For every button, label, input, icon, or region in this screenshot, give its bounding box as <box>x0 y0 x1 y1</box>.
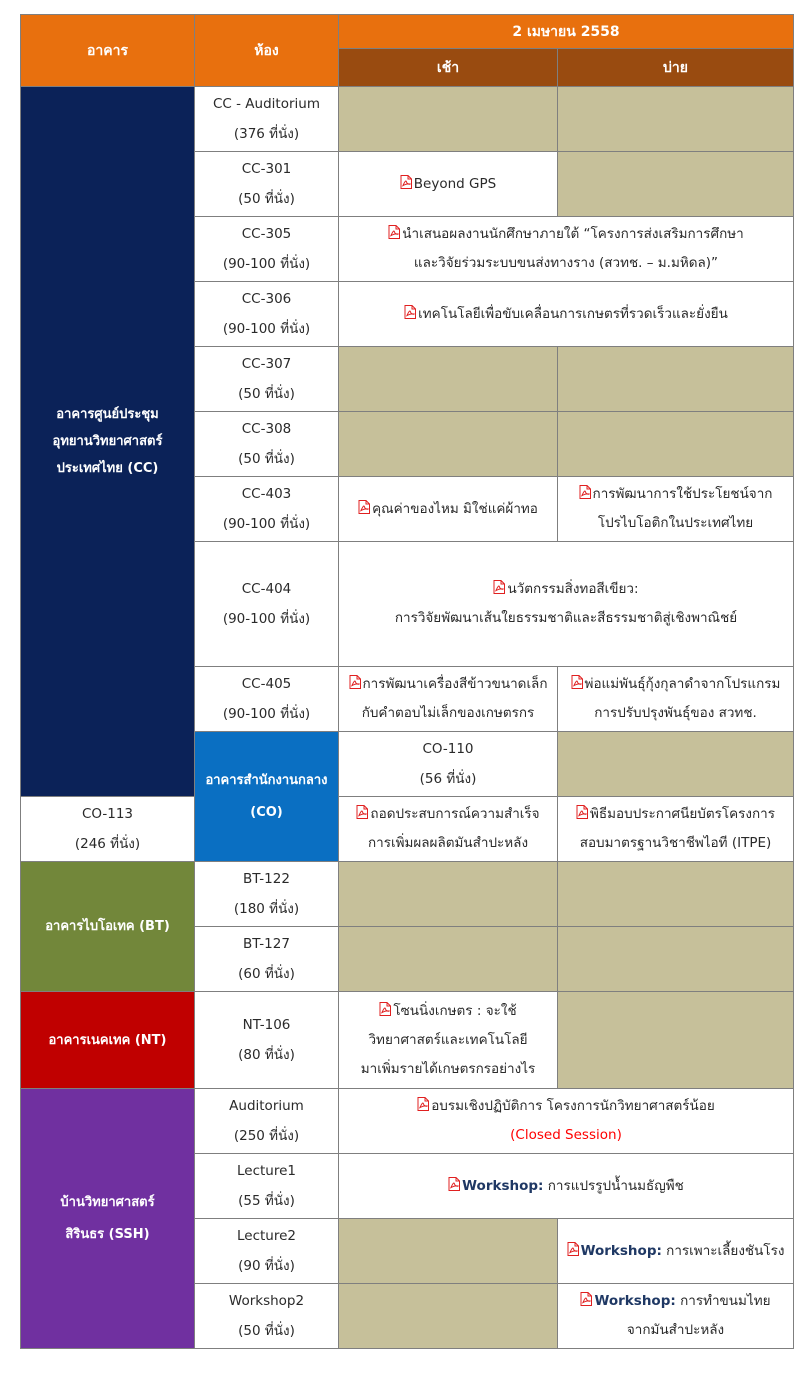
header-building: อาคาร <box>21 15 195 87</box>
building-cc-line3: ประเทศไทย (CC) <box>56 461 159 476</box>
room-capacity: (90 ที่นั่ง) <box>238 1258 295 1274</box>
room-capacity: (50 ที่นั่ง) <box>238 191 295 207</box>
event-title[interactable]: โซนนิ่งเกษตร : จะใช้ <box>393 1002 517 1019</box>
event-cc-301-morning[interactable] <box>339 152 558 217</box>
event-title-line2[interactable]: การปรับปรุงพันธุ์ของ สวทช. <box>594 705 757 721</box>
room-capacity: (60 ที่นั่ง) <box>238 966 295 982</box>
building-co <box>195 732 339 862</box>
room-cc-auditorium <box>195 87 339 152</box>
room-name: CO-113 <box>81 806 134 822</box>
room-co-113 <box>21 797 195 862</box>
room-name: BT-122 <box>243 871 290 887</box>
closed-session-label: (Closed Session) <box>510 1127 622 1143</box>
event-title[interactable]: การพัฒนาการใช้ประโยชน์จาก <box>592 486 773 502</box>
workshop-label[interactable]: Workshop: <box>462 1177 544 1194</box>
event-nt-106-morning[interactable] <box>339 992 558 1089</box>
room-name: CO-110 <box>422 741 474 757</box>
event-title[interactable]: การพัฒนาเครื่องสีข้าวขนาดเล็ก <box>362 676 548 692</box>
event-ssh-lecture1[interactable] <box>339 1154 794 1219</box>
room-cc-403 <box>195 477 339 542</box>
pdf-icon[interactable] <box>358 500 370 514</box>
event-co-113-morning[interactable] <box>339 797 558 862</box>
empty-slot <box>558 347 794 412</box>
empty-slot <box>558 992 794 1089</box>
room-bt-122 <box>195 862 339 927</box>
room-name: NT-106 <box>242 1017 291 1033</box>
pdf-icon[interactable] <box>448 1177 460 1191</box>
event-cc-403-morning[interactable] <box>339 477 558 542</box>
room-name: Lecture1 <box>236 1163 296 1179</box>
room-name: CC-403 <box>241 486 292 502</box>
room-name: CC-307 <box>241 356 292 372</box>
event-title-line2[interactable]: วิทยาศาสตร์และเทคโนโลยี <box>368 1031 528 1048</box>
pdf-icon[interactable] <box>388 225 400 239</box>
building-co-line1: อาคารสำนักงานกลาง <box>205 772 328 788</box>
room-name: Lecture2 <box>236 1228 296 1244</box>
empty-slot <box>339 87 558 152</box>
room-capacity: (50 ที่นั่ง) <box>238 386 295 402</box>
room-cc-307 <box>195 347 339 412</box>
header-date: 2 เมษายน 2558 <box>339 15 794 49</box>
header-morning: เช้า <box>339 49 558 87</box>
room-cc-404 <box>195 542 339 667</box>
event-ssh-workshop2-afternoon[interactable] <box>558 1284 794 1349</box>
room-capacity: (246 ที่นั่ง) <box>74 836 141 852</box>
room-capacity: (90-100 ที่นั่ง) <box>222 611 311 627</box>
room-cc-308 <box>195 412 339 477</box>
event-cc-403-afternoon[interactable] <box>558 477 794 542</box>
pdf-icon[interactable] <box>349 675 361 689</box>
room-bt-127 <box>195 927 339 992</box>
event-title-line2[interactable]: จากมันสำปะหลัง <box>626 1322 725 1338</box>
event-title[interactable]: พิธีมอบประกาศนียบัตรโครงการ <box>590 806 775 822</box>
event-title-line2[interactable]: สอบมาตรฐานวิชาชีพไอที (ITPE) <box>579 835 772 851</box>
building-cc-line1: อาคารศูนย์ประชุม <box>56 407 159 422</box>
room-name: CC-405 <box>241 676 292 692</box>
event-cc-405-morning[interactable] <box>339 667 558 732</box>
empty-slot <box>339 927 558 992</box>
pdf-icon[interactable] <box>580 1292 592 1306</box>
room-name: Workshop2 <box>228 1293 305 1309</box>
room-name: CC-301 <box>241 161 292 177</box>
building-nt <box>21 992 195 1089</box>
room-name: CC-404 <box>241 581 292 597</box>
room-capacity: (90-100 ที่นั่ง) <box>222 706 311 722</box>
empty-slot <box>558 927 794 992</box>
event-title[interactable]: นวัตกรรมสิ่งทอสีเขียว: <box>507 581 639 597</box>
pdf-icon[interactable] <box>379 1002 391 1016</box>
room-capacity: (90-100 ที่นั่ง) <box>222 321 311 337</box>
room-capacity: (90-100 ที่นั่ง) <box>222 256 311 272</box>
event-title[interactable]: เทคโนโลยีเพื่อขับเคลื่อนการเกษตรที่รวดเร็วและยั่งยืน <box>418 305 728 322</box>
event-title-line2[interactable]: โปรไบโอติกในประเทศไทย <box>597 515 754 531</box>
room-cc-306 <box>195 282 339 347</box>
event-cc-405-afternoon[interactable] <box>558 667 794 732</box>
event-cc-306[interactable] <box>339 282 794 347</box>
pdf-icon[interactable] <box>493 580 505 594</box>
empty-slot <box>339 1219 558 1284</box>
room-capacity: (80 ที่นั่ง) <box>238 1047 295 1063</box>
room-cc-305 <box>195 217 339 282</box>
room-ssh-lecture2 <box>195 1219 339 1284</box>
room-capacity: (50 ที่นั่ง) <box>238 451 295 467</box>
empty-slot <box>558 152 794 217</box>
schedule-table <box>20 14 794 1349</box>
building-nt-line1: อาคารเนคเทค (NT) <box>48 1032 167 1048</box>
event-cc-305[interactable] <box>339 217 794 282</box>
pdf-icon[interactable] <box>567 1242 579 1256</box>
event-title-line2[interactable]: การวิจัยพัฒนาเส้นใยธรรมชาติและสีธรรมชาติสู่เชิงพาณิชย์ <box>394 610 738 626</box>
empty-slot <box>558 732 794 797</box>
building-cc <box>21 87 195 797</box>
room-name: CC-305 <box>241 226 292 242</box>
empty-slot <box>339 347 558 412</box>
event-title[interactable]: พ่อแม่พันธุ์กุ้งกุลาดำจากโปรแกรม <box>584 676 781 692</box>
event-title[interactable]: นำเสนอผลงานนักศึกษาภายใต้ “โครงการส่งเสริมการศึกษา <box>402 226 744 242</box>
room-capacity: (56 ที่นั่ง) <box>419 771 477 787</box>
workshop-label[interactable]: Workshop: <box>580 1242 662 1259</box>
room-name: CC-306 <box>241 291 292 307</box>
workshop-label[interactable]: Workshop: <box>594 1293 676 1309</box>
room-ssh-lecture1 <box>195 1154 339 1219</box>
event-title-line2[interactable]: กับคำตอบไม่เล็กของเกษตรกร <box>361 705 535 721</box>
event-title[interactable]: การทำขนมไทย <box>675 1293 771 1309</box>
event-title-line2[interactable]: การเพิ่มผลผลิตมันสำปะหลัง <box>367 835 529 851</box>
building-co-line2: (CO) <box>250 804 283 820</box>
event-ssh-auditorium[interactable] <box>339 1089 794 1154</box>
header-afternoon: บ่าย <box>558 49 794 87</box>
empty-slot <box>339 1284 558 1349</box>
event-title[interactable]: การเพาะเลี้ยงชันโรง <box>661 1242 785 1259</box>
empty-slot <box>339 862 558 927</box>
room-name: Auditorium <box>229 1098 304 1114</box>
header-room: ห้อง <box>195 15 339 87</box>
building-ssh-line1: บ้านวิทยาศาสตร์ <box>60 1194 155 1210</box>
room-name: BT-127 <box>243 936 290 952</box>
building-cc-line2: อุทยานวิทยาศาสตร์ <box>52 434 163 449</box>
event-cc-404[interactable] <box>339 542 794 667</box>
room-cc-405 <box>195 667 339 732</box>
room-co-110 <box>339 732 558 797</box>
pdf-icon[interactable] <box>400 175 412 189</box>
building-bt <box>21 862 195 992</box>
building-bt-line1: อาคารไบโอเทค (BT) <box>45 919 170 934</box>
event-ssh-lecture2-afternoon[interactable] <box>558 1219 794 1284</box>
room-capacity: (376 ที่นั่ง) <box>233 126 300 142</box>
pdf-icon[interactable] <box>579 485 591 499</box>
room-capacity: (90-100 ที่นั่ง) <box>222 516 311 532</box>
event-title[interactable]: การแปรรูปน้ำนมธัญพืช <box>543 1177 684 1194</box>
pdf-icon[interactable] <box>571 675 583 689</box>
pdf-icon[interactable] <box>404 305 416 319</box>
room-capacity: (50 ที่นั่ง) <box>238 1323 295 1339</box>
room-ssh-workshop2 <box>195 1284 339 1349</box>
event-title-line2[interactable]: และวิจัยร่วมระบบขนส่งทางราง (สวทช. – ม.มหิดล)” <box>413 255 719 271</box>
event-title[interactable]: Beyond GPS <box>413 175 497 192</box>
event-title[interactable]: ถอดประสบการณ์ความสำเร็จ <box>370 806 540 822</box>
building-ssh-line2: สิรินธร (SSH) <box>65 1226 150 1242</box>
room-nt-106 <box>195 992 339 1089</box>
empty-slot <box>558 412 794 477</box>
room-capacity: (180 ที่นั่ง) <box>233 901 300 917</box>
room-cc-301 <box>195 152 339 217</box>
event-title[interactable]: อบรมเชิงปฏิบัติการ โครงการนักวิทยาศาสตร์น้อย <box>431 1098 715 1114</box>
room-name: CC - Auditorium <box>213 96 320 112</box>
event-co-113-afternoon[interactable] <box>558 797 794 862</box>
pdf-icon[interactable] <box>356 805 368 819</box>
pdf-icon[interactable] <box>576 805 588 819</box>
room-name: CC-308 <box>241 421 292 437</box>
room-capacity: (250 ที่นั่ง) <box>233 1128 300 1144</box>
empty-slot <box>558 87 794 152</box>
room-capacity: (55 ที่นั่ง) <box>238 1193 295 1209</box>
event-title[interactable]: คุณค่าของไหม มิใช่แค่ผ้าทอ <box>372 500 538 517</box>
event-title-line3[interactable]: มาเพิ่มรายได้เกษตรกรอย่างไร <box>360 1060 536 1077</box>
empty-slot <box>339 412 558 477</box>
empty-slot <box>558 862 794 927</box>
building-ssh <box>21 1089 195 1349</box>
room-ssh-auditorium <box>195 1089 339 1154</box>
pdf-icon[interactable] <box>417 1097 429 1111</box>
